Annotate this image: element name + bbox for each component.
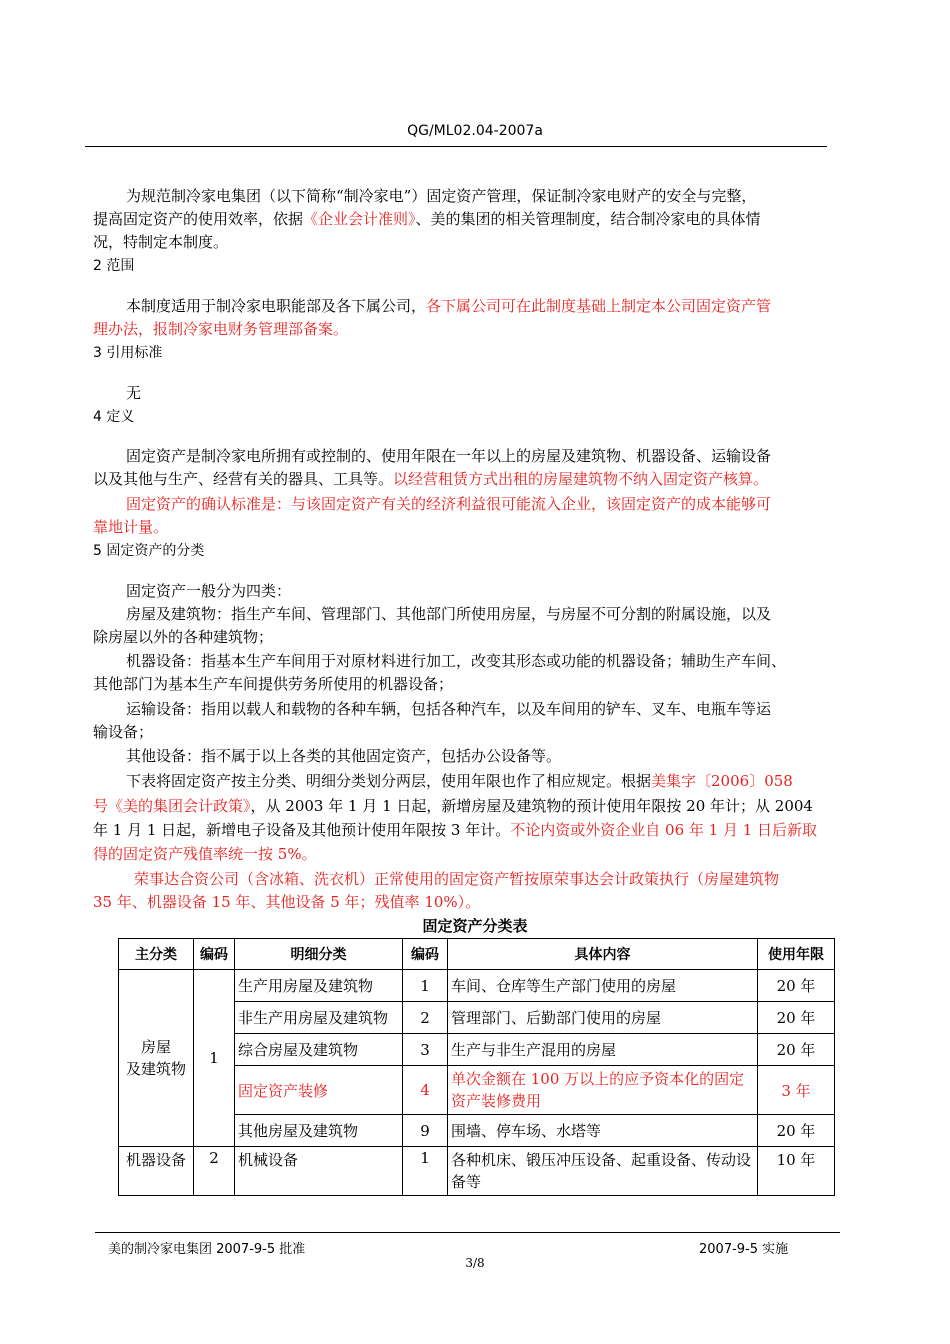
section-heading-definition: 4 定义 bbox=[93, 409, 135, 425]
section-heading-references: 3 引用标准 bbox=[93, 345, 163, 361]
detail-content: 围墙、停车场、水塔等 bbox=[448, 1115, 758, 1147]
header-detail-category: 明细分类 bbox=[235, 939, 403, 970]
fixed-asset-classification-table bbox=[118, 938, 835, 1196]
header-code: 编码 bbox=[194, 939, 235, 970]
buildings-line-1: 房屋及建筑物：指生产车间、管理部门、其他部门所使用房屋，与房屋不可分割的附属设施，以及 bbox=[126, 605, 772, 623]
definition-line-2: 以及其他与生产、经营有关的器具、工具等。以经营租赁方式出租的房屋建筑物不纳入固定资产核算。 bbox=[93, 470, 769, 488]
detail-code: 2 bbox=[403, 1002, 448, 1034]
header-rule bbox=[85, 146, 827, 147]
table-row bbox=[119, 1147, 835, 1196]
definition-line-4: 靠地计量。 bbox=[93, 518, 169, 536]
section-heading-classification: 5 固定资产的分类 bbox=[93, 543, 205, 559]
header-main-category: 主分类 bbox=[119, 939, 194, 970]
service-life: 3 年 bbox=[758, 1066, 835, 1115]
service-life: 20 年 bbox=[758, 1002, 835, 1034]
policy-line-4: 得的固定资产残值率统一按 5%。 bbox=[93, 845, 317, 863]
accounting-standard-reference: 《企业会计准则》 bbox=[303, 210, 416, 228]
classification-intro: 固定资产一般分为四类： bbox=[126, 582, 292, 600]
table-row bbox=[119, 970, 835, 1002]
other-equipment-line: 其他设备：指不属于以上各类的其他固定资产，包括办公设备等。 bbox=[126, 747, 562, 765]
page-number: 3/8 bbox=[465, 1256, 485, 1270]
detail-category: 固定资产装修 bbox=[235, 1066, 403, 1115]
detail-category: 非生产用房屋及建筑物 bbox=[235, 1002, 403, 1034]
detail-category: 机械设备 bbox=[235, 1147, 403, 1196]
definition-line-3: 固定资产的确认标准是：与该固定资产有关的经济利益很可能流入企业，该固定资产的成本能够可 bbox=[126, 495, 772, 513]
header-detail-code: 编码 bbox=[403, 939, 448, 970]
service-life: 20 年 bbox=[758, 970, 835, 1002]
header-content: 具体内容 bbox=[448, 939, 758, 970]
service-life: 10 年 bbox=[758, 1147, 835, 1196]
buildings-line-2: 除房屋以外的各种建筑物； bbox=[93, 628, 274, 646]
detail-content: 生产与非生产混用的房屋 bbox=[448, 1034, 758, 1066]
rongshida-line-1: 荣事达合资公司（含冰箱、洗衣机）正常使用的固定资产暂按原荣事达会计政策执行（房屋建筑物 bbox=[134, 870, 780, 888]
rongshida-line-2: 35 年、机器设备 15 年、其他设备 5 年；残值率 10%）。 bbox=[93, 893, 481, 911]
detail-code: 3 bbox=[403, 1034, 448, 1066]
footer-rule bbox=[95, 1232, 840, 1233]
main-code-machinery: 2 bbox=[194, 1147, 235, 1196]
header-service-life: 使用年限 bbox=[758, 939, 835, 970]
service-life: 20 年 bbox=[758, 1034, 835, 1066]
detail-category: 其他房屋及建筑物 bbox=[235, 1115, 403, 1147]
detail-content: 车间、仓库等生产部门使用的房屋 bbox=[448, 970, 758, 1002]
detail-code: 1 bbox=[403, 1147, 448, 1196]
detail-content: 各种机床、锻压冲压设备、起重设备、传动设备等 bbox=[448, 1147, 758, 1196]
transport-line-2: 输设备； bbox=[93, 723, 154, 741]
document-code-header: QG/ML02.04-2007a bbox=[407, 123, 543, 139]
policy-line-3: 年 1 月 1 日起，新增电子设备及其他预计使用年限按 3 年计。不论内资或外资企业自 06 年 1 月 1 日后新取 bbox=[93, 821, 818, 839]
references-none: 无 bbox=[126, 384, 142, 402]
service-life: 20 年 bbox=[758, 1115, 835, 1147]
policy-line-1: 下表将固定资产按主分类、明细分类划分两层，使用年限也作了相应规定。根据美集字〔2006〕058 bbox=[126, 772, 793, 790]
footer-implementation: 2007-9-5 实施 bbox=[699, 1242, 789, 1257]
transport-line-1: 运输设备：指用以载人和载物的各种车辆，包括各种汽车，以及车间用的铲车、叉车、电瓶车等运 bbox=[126, 700, 772, 718]
machinery-line-1: 机器设备：指基本生产车间用于对原材料进行加工，改变其形态或功能的机器设备；辅助生产车间、 bbox=[126, 652, 787, 670]
machinery-line-2: 其他部门为基本生产车间提供劳务所使用的机器设备； bbox=[93, 675, 454, 693]
detail-category: 生产用房屋及建筑物 bbox=[235, 970, 403, 1002]
detail-code: 4 bbox=[403, 1066, 448, 1115]
scope-line-1: 本制度适用于制冷家电职能部及各下属公司，各下属公司可在此制度基础上制定本公司固定资产管 bbox=[126, 297, 772, 315]
purpose-line-3: 况，特制定本制度。 bbox=[93, 233, 229, 251]
detail-code: 9 bbox=[403, 1115, 448, 1147]
definition-line-1: 固定资产是制冷家电所拥有或控制的、使用年限在一年以上的房屋及建筑物、机器设备、运输设备 bbox=[126, 447, 772, 465]
purpose-line-2: 提高固定资产的使用效率，依据《企业会计准则》、美的集团的相关管理制度，结合制冷家电的具体情 bbox=[93, 210, 761, 228]
purpose-line-1: 为规范制冷家电集团（以下简称“制冷家电”）固定资产管理，保证制冷家电财产的安全与完整， bbox=[126, 187, 757, 205]
section-heading-scope: 2 范围 bbox=[93, 258, 135, 274]
main-code-buildings: 1 bbox=[194, 970, 235, 1147]
table-title: 固定资产分类表 bbox=[422, 917, 528, 935]
footer-approval: 美的制冷家电集团 2007-9-5 批准 bbox=[108, 1242, 306, 1257]
detail-content: 管理部门、后勤部门使用的房屋 bbox=[448, 1002, 758, 1034]
policy-line-2: 号《美的集团会计政策》，从 2003 年 1 月 1 日起，新增房屋及建筑物的预计使用年限按 20 年计；从 2004 bbox=[93, 797, 813, 815]
table-header-row bbox=[119, 939, 835, 970]
scope-line-2: 理办法，报制冷家电财务管理部备案。 bbox=[93, 320, 349, 338]
main-category-machinery: 机器设备 bbox=[119, 1147, 194, 1196]
detail-category: 综合房屋及建筑物 bbox=[235, 1034, 403, 1066]
detail-code: 1 bbox=[403, 970, 448, 1002]
detail-content: 单次金额在 100 万以上的应予资本化的固定资产装修费用 bbox=[448, 1066, 758, 1115]
main-category-buildings: 房屋 及建筑物 bbox=[119, 970, 194, 1147]
